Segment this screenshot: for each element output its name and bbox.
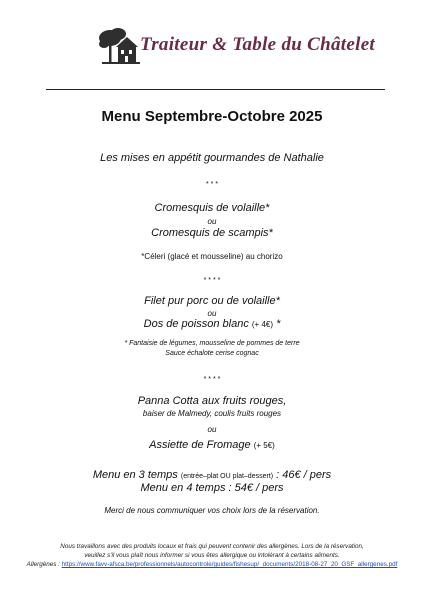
main-option-2-star: * <box>273 318 281 330</box>
main-note-line-1: * Fantaisie de légumes, mousseline de pommes de terre <box>124 340 300 347</box>
castle-tree-icon <box>98 26 142 70</box>
separator: * * * <box>205 181 219 188</box>
main-note-line-2: Sauce échalote cerise cognac <box>165 350 259 357</box>
allergens-label: Allergènes : <box>26 561 60 568</box>
dessert-option-2 <box>0 439 424 451</box>
header-divider <box>46 89 385 90</box>
price-3-courses-value: : 46€ / pers <box>273 469 332 481</box>
or-label: ou <box>207 217 217 226</box>
main-option-2 <box>0 318 424 330</box>
or-label: ou <box>207 425 217 434</box>
dessert-option-1: Panna Cotta aux fruits rouges, <box>137 395 287 407</box>
price-3-courses-detail: (entrée–plat OU plat–dessert) <box>180 473 274 480</box>
dessert-option-1-detail: baiser de Malmedy, coulis fruits rouges <box>142 409 282 418</box>
price-3-courses-label: Menu en 3 temps <box>92 469 178 481</box>
allergens-link[interactable]: https://www.favv-afsca.be/professionnels/autocontrole/guides/fishesup/_documents/2018-08-27_20_GSF_allergenes.pdf <box>61 561 398 568</box>
allergen-notice-line-1: Nous travaillons avec des produits locaux et frais qui peuvent contenir des allergènes. Lors de la réservation, <box>60 543 364 550</box>
separator: * * * * <box>203 277 221 284</box>
allergen-notice-line-2: veuillez s'il vous plaît nous informer si vous êtes allergique ou intolérant à certains aliments. <box>84 552 340 559</box>
menu-title: Menu Septembre-Octobre 2025 <box>101 108 323 125</box>
brand-name: Traiteur & Table du Châtelet <box>140 34 376 55</box>
menu-intro: Les mises en appétit gourmandes de Nathalie <box>100 152 324 164</box>
main-option-2-supplement: (+ 4€) <box>251 320 274 329</box>
allergens-row <box>0 561 424 568</box>
reservation-note: Merci de nous communiquer vos choix lors de la réservation. <box>104 506 320 515</box>
brand-logo <box>98 26 376 76</box>
dessert-option-2-label: Assiette de Fromage <box>149 439 251 451</box>
separator: * * * * <box>203 376 221 383</box>
starter-option-2: Cromesquis de scampis* <box>151 227 273 239</box>
or-label: ou <box>207 309 217 318</box>
starter-option-1: Cromesquis de volaille* <box>154 202 270 214</box>
main-option-2-label: Dos de poisson blanc <box>143 318 249 330</box>
starter-note: *Céleri (glacé et mousseline) au chorizo <box>141 252 283 261</box>
price-4-courses: Menu en 4 temps : 54€ / pers <box>140 482 284 494</box>
dessert-option-2-supplement: (+ 5€) <box>253 441 275 450</box>
price-3-courses <box>0 469 424 481</box>
main-option-1: Filet pur porc ou de volaille* <box>144 295 280 307</box>
